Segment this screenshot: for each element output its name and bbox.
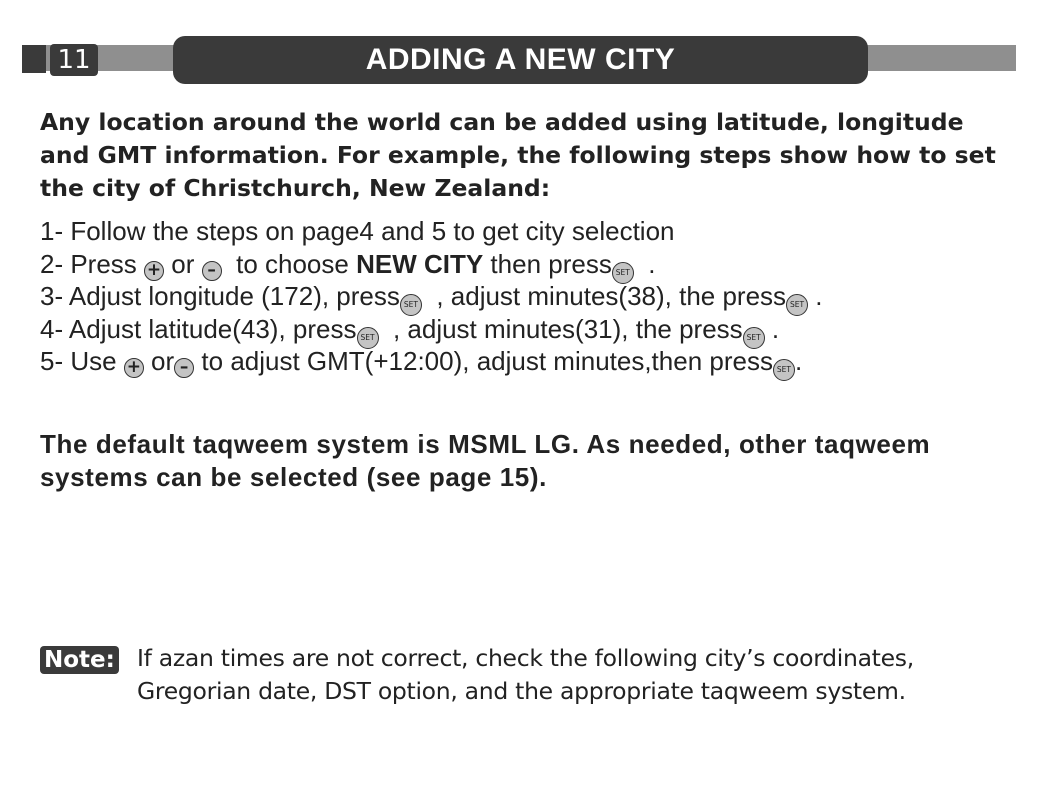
- step-text: 4- Adjust latitude(43), press: [40, 313, 357, 344]
- step-text: .: [771, 313, 780, 344]
- step-text: to adjust GMT(+12:00), adjust minutes,then press: [201, 346, 773, 376]
- step-text: to choose: [236, 248, 349, 279]
- step-1: [40, 215, 1030, 248]
- step-1-text: 1- Follow the steps on page4 and 5 to get city selection: [40, 216, 675, 246]
- step-text: .: [815, 281, 823, 311]
- header-accent-square: [22, 45, 46, 73]
- step-text: .: [794, 346, 803, 376]
- minus-button-icon: –: [202, 261, 222, 281]
- intro-paragraph: Any location around the world can be added using latitude, longitude and GMT information. For example, the following steps show how to set the city of Christchurch, New Zealand:: [40, 108, 996, 202]
- page-title: ADDING A NEW CITY: [173, 36, 868, 84]
- step-text: 2- Press: [40, 248, 137, 279]
- step-4: [40, 313, 1030, 346]
- note-text: If azan times are not correct, check the following city’s coordinates, Gregorian date, DST option, and the appropriate taqweem system.: [137, 644, 914, 705]
- step-2: [40, 248, 1030, 281]
- step-text: then press: [490, 248, 612, 279]
- new-city-label: NEW CITY: [356, 248, 484, 279]
- set-button-icon: SET: [400, 294, 422, 316]
- set-button-icon: SET: [357, 327, 379, 349]
- minus-button-icon: –: [174, 358, 194, 378]
- step-text: 3- Adjust longitude (172), press: [40, 281, 400, 311]
- set-button-icon: SET: [773, 359, 795, 381]
- plus-button-icon: +: [144, 261, 164, 281]
- set-button-icon: SET: [743, 327, 765, 349]
- plus-button-icon: +: [124, 358, 144, 378]
- default-taqweem-paragraph: The default taqweem system is MSML LG. As needed, other taqweem systems can be selected (see page 15).: [40, 429, 931, 492]
- step-5: [40, 345, 1030, 378]
- step-3: [40, 280, 1030, 313]
- page-number: 11: [50, 44, 98, 76]
- steps-list: [40, 215, 1030, 378]
- step-text: or: [171, 248, 195, 279]
- set-button-icon: SET: [786, 294, 808, 316]
- set-button-icon: SET: [612, 262, 634, 284]
- step-text: or: [151, 346, 175, 376]
- step-text: 5- Use: [40, 346, 117, 376]
- step-text: .: [648, 248, 656, 279]
- step-text: , adjust minutes(38), the press: [436, 281, 787, 311]
- step-text: , adjust minutes(31), the press: [392, 313, 743, 344]
- note-label: Note:: [40, 646, 119, 674]
